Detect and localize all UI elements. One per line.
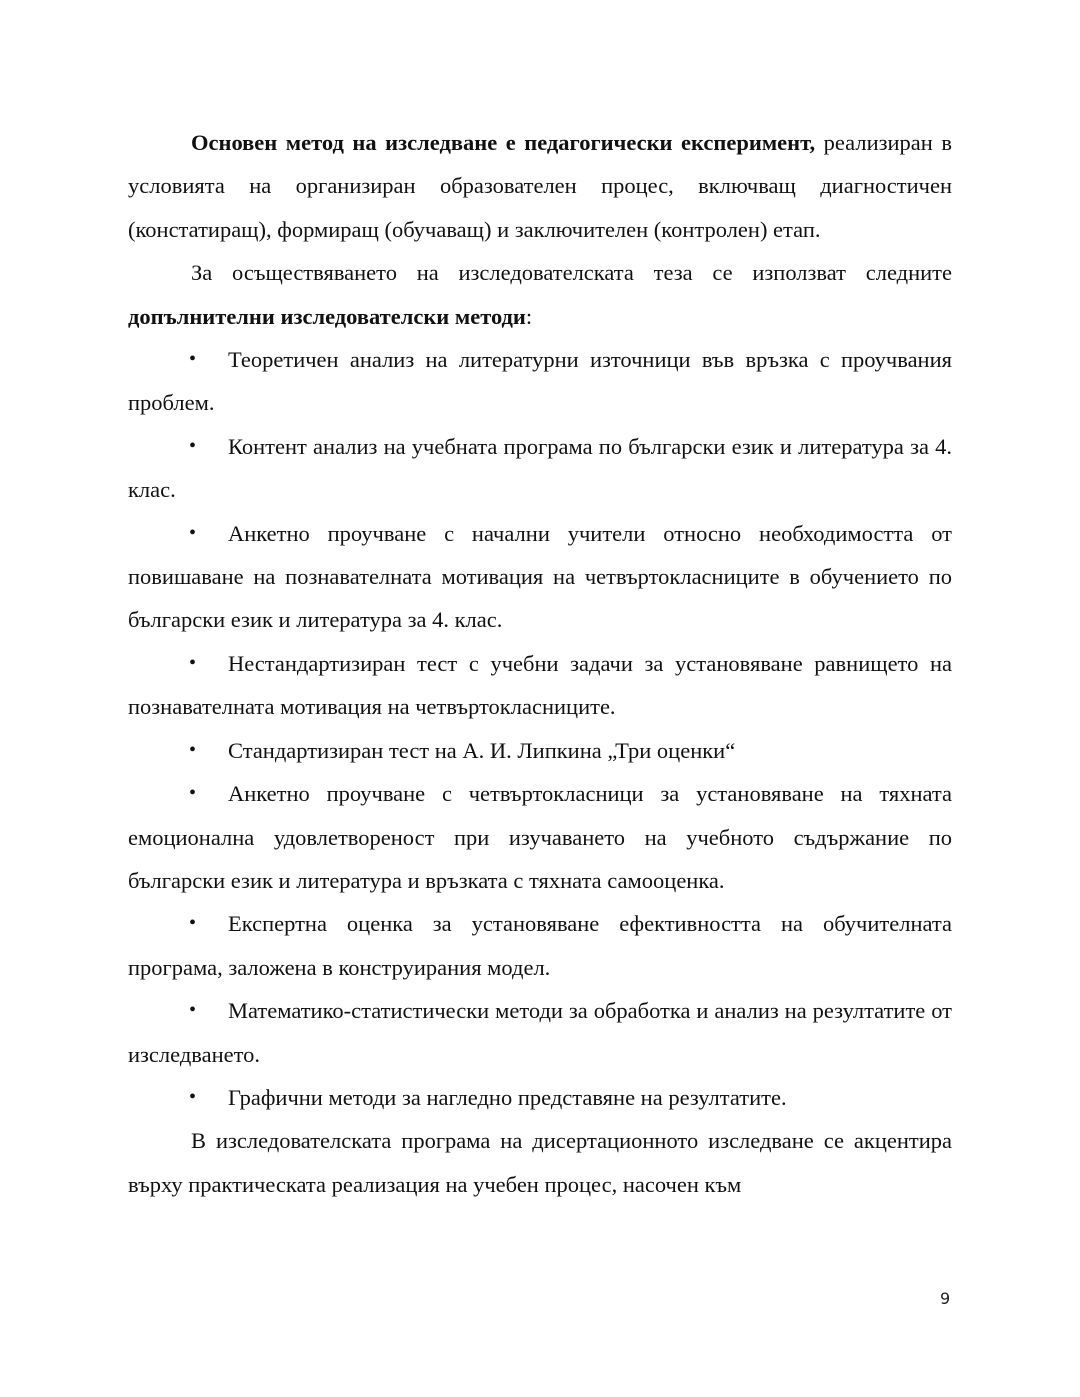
- list-item: [128, 512, 952, 642]
- list-item-text: Контент анализ на учебната програма по български език и литература за 4. клас.: [128, 433, 952, 503]
- page-number: 9: [940, 1289, 951, 1308]
- list-item: [128, 1076, 952, 1119]
- bullet-icon: •: [189, 521, 197, 544]
- list-item: [128, 729, 952, 772]
- list-item: [128, 642, 952, 729]
- closing-paragraph: В изследователската програма на дисертационното изследване се акцентира върху практическата реализация на учебен процес, насочен към: [128, 1128, 952, 1197]
- methods-intro-tail: :: [525, 303, 533, 329]
- bullet-icon: •: [189, 738, 197, 761]
- list-item-text: Математико-статистически методи за обработка и анализ на резултатите от изследването.: [128, 998, 952, 1067]
- list-item-text: Нестандартизиран тест с учебни задачи за установяване равнището на познавателната мотивация на четвъртокласниците.: [128, 650, 952, 720]
- bullet-icon: •: [189, 999, 197, 1022]
- intro-text: реализиран в условията на организиран образователен процес, включващ диагностичен (констатиращ), формиращ (обучаващ) и заключителен (контролен) етап.: [128, 130, 952, 242]
- list-item-text: Анкетно проучване с четвъртокласници за установяване на тяхната емоционална удовлетвореност при изучаването на учебното съдържание по български език и литература и връзката с тяхната самооценка.: [128, 781, 952, 893]
- methods-intro-bold: допълнителни изследователски методи: [128, 303, 526, 329]
- list-item: [128, 902, 952, 989]
- bullet-icon: •: [189, 912, 197, 935]
- bullet-icon: •: [189, 782, 197, 805]
- methods-intro-paragraph: [128, 251, 952, 338]
- list-item-text: Анкетно проучване с начални учители относно необходимостта от повишаване на познавателната мотивация на четвъртокласниците в обучението по български език и литература за 4. клас.: [128, 520, 952, 633]
- methods-intro-text: За осъществяването на изследователската теза се използват следните: [191, 260, 952, 286]
- intro-bold-text: Основен метод на изследване е педагогически експеримент,: [191, 130, 816, 155]
- list-item: [128, 772, 952, 902]
- list-item-text: Графични методи за нагледно представяне на резултатите.: [228, 1084, 787, 1110]
- bullet-icon: •: [189, 651, 197, 674]
- bullet-icon: •: [189, 1085, 197, 1108]
- bullet-icon: •: [189, 348, 197, 371]
- bullet-icon: •: [189, 434, 197, 457]
- list-item-text: Стандартизиран тест на А. И. Липкина „Три оценки“: [228, 737, 736, 763]
- list-item: [128, 338, 952, 425]
- list-item: [128, 989, 952, 1076]
- list-item-text: Теоретичен анализ на литературни източници във връзка с проучвания проблем.: [128, 347, 952, 416]
- document-body: [128, 121, 952, 1206]
- list-item-text: Експертна оценка за установяване ефективността на обучителната програма, заложена в конструирания модел.: [128, 911, 952, 980]
- list-item: [128, 425, 952, 512]
- intro-paragraph: [128, 121, 952, 251]
